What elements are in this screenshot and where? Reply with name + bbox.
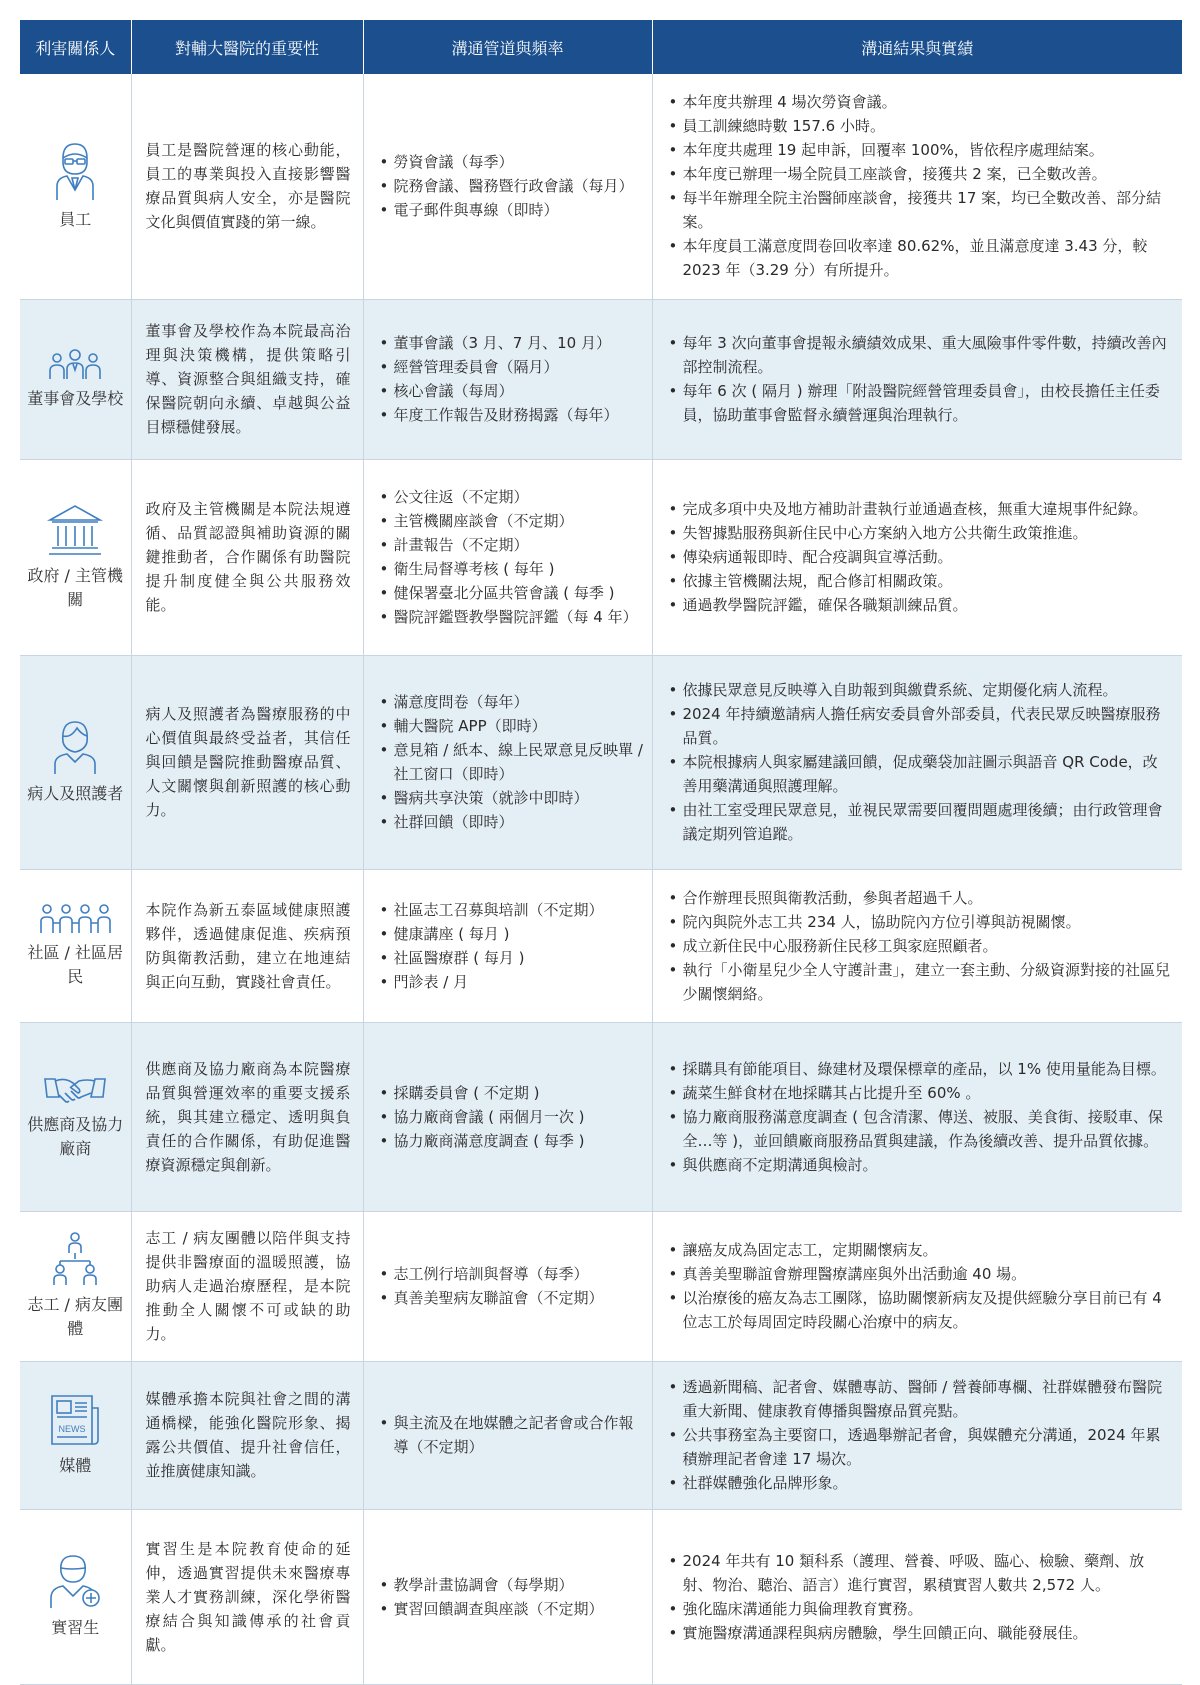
list-item: • 計畫報告（不定期）: [380, 533, 644, 557]
list-item: • 員工訓練總時數 157.6 小時。: [669, 114, 1171, 138]
employee-icon: [53, 140, 97, 202]
importance-cell: 政府及主管機關是本院法規遵循、品質認證與補助資源的關鍵推動者，合作關係有助醫院提升制度健全與公共服務效能。: [131, 459, 363, 655]
list-item: • 院內與院外志工共 234 人，協助院內方位引導與訪視關懷。: [669, 910, 1171, 934]
list-item: • 採購具有節能項目、綠建材及環保標章的產品，以 1% 使用量能為目標。: [669, 1057, 1171, 1081]
results-cell: [652, 1509, 1182, 1684]
importance-cell: 病人及照護者為醫療服務的中心價值與最終受益者，其信任與回饋是醫院推動醫療品質、人文關懷與創新照護的核心動力。: [131, 655, 363, 869]
list-item: • 完成多項中央及地方補助計畫執行並通過查核，無重大違規事件紀錄。: [669, 497, 1171, 521]
stakeholder-cell: [20, 1211, 131, 1361]
channels-cell: [363, 1361, 652, 1509]
list-item: • 依據民眾意見反映導入自助報到與繳費系統、定期優化病人流程。: [669, 678, 1171, 702]
list-item: • 滿意度問卷（每年）: [380, 690, 644, 714]
list-item: • 勞資會議（每季）: [380, 150, 644, 174]
list-item: • 實習回饋調查與座談（不定期）: [380, 1597, 644, 1621]
list-item: • 本年度已辦理一場全院員工座談會，接獲共 2 案，已全數改善。: [669, 162, 1171, 186]
list-item: • 蔬菜生鮮食材在地採購其占比提升至 60% 。: [669, 1081, 1171, 1105]
importance-cell: 員工是醫院營運的核心動能，員工的專業與投入直接影響醫療品質與病人安全，亦是醫院文化與價值實踐的第一線。: [131, 74, 363, 299]
results-cell: [652, 1361, 1182, 1509]
table-row: [20, 1509, 1182, 1684]
list-item: • 年度工作報告及財務揭露（每年）: [380, 403, 644, 427]
stakeholder-cell: [20, 459, 131, 655]
list-item: • 醫院評鑑暨教學醫院評鑑（每 4 年）: [380, 605, 644, 629]
handshake-icon: [43, 1073, 107, 1107]
table-row: [20, 869, 1182, 1022]
government-icon: [46, 502, 104, 558]
list-item: • 協力廠商會議 ( 兩個月一次 ): [380, 1105, 644, 1129]
list-item: • 以治療後的癌友為志工團隊，協助關懷新病友及提供經驗分享目前已有 4 位志工於每周固定時段關心治療中的病友。: [669, 1286, 1171, 1334]
list-item: • 本院根據病人與家屬建議回饋，促成藥袋加註圖示與語音 QR Code，改善用藥溝通與照護理解。: [669, 750, 1171, 798]
results-cell: [652, 1211, 1182, 1361]
list-item: • 門診表 / 月: [380, 970, 644, 994]
list-item: • 本年度共辦理 4 場次勞資會議。: [669, 90, 1171, 114]
channels-cell: [363, 74, 652, 299]
stakeholder-name: 實習生: [51, 1617, 100, 1637]
stakeholder-cell: [20, 655, 131, 869]
results-cell: [652, 74, 1182, 299]
list-item: • 實施醫療溝通課程與病房體驗，學生回饋正向、職能發展佳。: [669, 1621, 1171, 1645]
stakeholder-cell: [20, 1509, 131, 1684]
list-item: • 公文往返（不定期）: [380, 485, 644, 509]
list-item: • 依據主管機關法規，配合修訂相關政策。: [669, 569, 1171, 593]
list-item: • 讓癌友成為固定志工，定期關懷病友。: [669, 1238, 1171, 1262]
channels-cell: [363, 655, 652, 869]
stakeholder-name: 政府 / 主管機關: [27, 566, 124, 609]
header-importance: 對輔大醫院的重要性: [131, 20, 363, 74]
list-item: • 社區志工召募與培訓（不定期）: [380, 898, 644, 922]
list-item: • 志工例行培訓與督導（每季）: [380, 1262, 644, 1286]
list-item: • 協力廠商滿意度調查 ( 每季 ): [380, 1129, 644, 1153]
list-item: • 每年 6 次 ( 隔月 ) 辦理「附設醫院經營管理委員會」，由校長擔任主任委員，協助董事會監督永續營運與治理執行。: [669, 379, 1171, 427]
channels-cell: [363, 1509, 652, 1684]
stakeholder-cell: [20, 1022, 131, 1211]
list-item: • 經營管理委員會（隔月）: [380, 355, 644, 379]
list-item: • 與主流及在地媒體之記者會或合作報導（不定期）: [380, 1411, 644, 1459]
stakeholder-name: 供應商及協力廠商: [27, 1114, 124, 1158]
table-row: [20, 1361, 1182, 1509]
list-item: • 2024 年持續邀請病人擔任病安委員會外部委員，代表民眾反映醫療服務品質。: [669, 702, 1171, 750]
header-stakeholder: 利害關係人: [20, 20, 131, 74]
importance-cell: 董事會及學校作為本院最高治理與決策機構，提供策略引導、資源整合與組織支持，確保醫院朝向永續、卓越與公益目標穩健發展。: [131, 299, 363, 459]
importance-cell: 供應商及協力廠商為本院醫療品質與營運效率的重要支援系統，與其建立穩定、透明與負責任的合作關係，有助促進醫療資源穩定與創新。: [131, 1022, 363, 1211]
list-item: • 失智據點服務與新住民中心方案納入地方公共衛生政策推進。: [669, 521, 1171, 545]
stakeholder-cell: [20, 74, 131, 299]
news-icon: [46, 1392, 104, 1448]
list-item: • 成立新住民中心服務新住民移工與家庭照顧者。: [669, 934, 1171, 958]
list-item: • 每年 3 次向董事會提報永續績效成果、重大風險事件零件數，持續改善內部控制流程。: [669, 331, 1171, 379]
importance-cell: 實習生是本院教育使命的延伸，透過實習提供未來醫療專業人才實務訓練，深化學術醫療結合與知識傳承的社會貢獻。: [131, 1509, 363, 1684]
list-item: • 真善美聖聯誼會辦理醫療講座與外出活動逾 40 場。: [669, 1262, 1171, 1286]
list-item: • 與供應商不定期溝通與檢討。: [669, 1153, 1171, 1177]
importance-cell: 媒體承擔本院與社會之間的溝通橋樑，能強化醫院形象、揭露公共價值、提升社會信任，並推廣健康知識。: [131, 1361, 363, 1509]
stakeholder-cell: [20, 299, 131, 459]
importance-cell: 本院作為新五泰區域健康照護夥伴，透過健康促進、疾病預防與衛教活動，建立在地連結與正向互動，實踐社會責任。: [131, 869, 363, 1022]
list-item: • 傳染病通報即時、配合疫調與宣導活動。: [669, 545, 1171, 569]
list-item: • 強化臨床溝通能力與倫理教育實務。: [669, 1597, 1171, 1621]
importance-cell: 志工 / 病友團體以陪伴與支持提供非醫療面的溫暖照護，協助病人走過治療歷程，是本院推動全人關懷不可或缺的助力。: [131, 1211, 363, 1361]
community-icon: [37, 903, 113, 935]
stakeholder-cell: [20, 869, 131, 1022]
stakeholder-name: 員工: [59, 210, 92, 230]
stakeholder-name: 志工 / 病友團體: [27, 1295, 124, 1338]
volunteer-icon: [48, 1231, 102, 1287]
list-item: • 輔大醫院 APP（即時）: [380, 714, 644, 738]
list-item: • 核心會議（每周）: [380, 379, 644, 403]
list-item: • 健康講座 ( 每月 ): [380, 922, 644, 946]
table-row: [20, 1022, 1182, 1211]
table-row: [20, 1211, 1182, 1361]
list-item: • 教學計畫協調會（每學期）: [380, 1573, 644, 1597]
table-row: [20, 74, 1182, 299]
list-item: • 本年度員工滿意度問卷回收率達 80.62%，並且滿意度達 3.43 分，較 2023 年（3.29 分）有所提升。: [669, 234, 1171, 282]
stakeholder-name: 董事會及學校: [27, 389, 124, 408]
channels-cell: [363, 299, 652, 459]
table-row: [20, 655, 1182, 869]
list-item: • 透過新聞稿、記者會、媒體專訪、醫師 / 營養師專欄、社群媒體發布醫院重大新聞、健康教育傳播與醫療品質亮點。: [669, 1375, 1171, 1423]
list-item: • 採購委員會 ( 不定期 ): [380, 1081, 644, 1105]
board-icon: [43, 347, 107, 381]
list-item: • 執行「小衛星兒少全人守護計畫」，建立一套主動、分級資源對接的社區兒少關懷網絡。: [669, 958, 1171, 1006]
list-item: • 電子郵件與專線（即時）: [380, 198, 644, 222]
header-results: 溝通結果與實績: [652, 20, 1182, 74]
list-item: • 每半年辦理全院主治醫師座談會，接獲共 17 案，均已全數改善、部分結案。: [669, 186, 1171, 234]
stakeholder-table-container: [20, 20, 1182, 1685]
stakeholder-table: [20, 20, 1182, 1685]
patient-icon: [51, 718, 99, 776]
list-item: • 院務會議、醫務暨行政會議（每月）: [380, 174, 644, 198]
stakeholder-cell: [20, 1361, 131, 1509]
list-item: • 主管機關座談會（不定期）: [380, 509, 644, 533]
list-item: • 協力廠商服務滿意度調查 ( 包含清潔、傳送、被服、美食街、接駁車、保全…等 )，並回饋廠商服務品質與建議，作為後續改善、提升品質依據。: [669, 1105, 1171, 1153]
stakeholder-name: 病人及照護者: [27, 784, 124, 803]
channels-cell: [363, 1211, 652, 1361]
results-cell: [652, 1022, 1182, 1211]
intern-icon: [47, 1554, 103, 1610]
header-channels: 溝通管道與頻率: [363, 20, 652, 74]
list-item: • 由社工室受理民眾意見，並視民眾需要回覆問題處理後續；由行政管理會議定期列管追蹤。: [669, 798, 1171, 846]
list-item: • 社群回饋（即時）: [380, 810, 644, 834]
list-item: • 衛生局督導考核 ( 每年 ): [380, 557, 644, 581]
results-cell: [652, 655, 1182, 869]
stakeholder-name: 媒體: [59, 1456, 92, 1475]
results-cell: [652, 459, 1182, 655]
news-icon-text: NEWS: [58, 1424, 86, 1434]
list-item: • 董事會議（3 月、7 月、10 月）: [380, 331, 644, 355]
list-item: • 真善美聖病友聯誼會（不定期）: [380, 1286, 644, 1310]
list-item: • 合作辦理長照與衛教活動，參與者超過千人。: [669, 886, 1171, 910]
results-cell: [652, 299, 1182, 459]
table-row: [20, 299, 1182, 459]
channels-cell: [363, 869, 652, 1022]
list-item: • 2024 年共有 10 類科系（護理、營養、呼吸、臨心、檢驗、藥劑、放射、物治、聽治、語言）進行實習，累積實習人數共 2,572 人。: [669, 1549, 1171, 1597]
table-header-row: [20, 20, 1182, 74]
list-item: • 意見箱 / 紙本、線上民眾意見反映單 / 社工窗口（即時）: [380, 738, 644, 786]
stakeholder-name: 社區 / 社區居民: [27, 942, 124, 986]
channels-cell: [363, 1022, 652, 1211]
channels-cell: [363, 459, 652, 655]
list-item: • 通過教學醫院評鑑，確保各職類訓練品質。: [669, 593, 1171, 617]
list-item: • 本年度共處理 19 起申訴，回覆率 100%，皆依程序處理結案。: [669, 138, 1171, 162]
list-item: • 社區醫療群 ( 每月 ): [380, 946, 644, 970]
list-item: • 健保署臺北分區共管會議 ( 每季 ): [380, 581, 644, 605]
list-item: • 醫病共享決策（就診中即時）: [380, 786, 644, 810]
table-row: [20, 459, 1182, 655]
list-item: • 公共事務室為主要窗口，透過舉辦記者會，與媒體充分溝通，2024 年累積辦理記者會達 17 場次。: [669, 1423, 1171, 1471]
list-item: • 社群媒體強化品牌形象。: [669, 1471, 1171, 1495]
results-cell: [652, 869, 1182, 1022]
